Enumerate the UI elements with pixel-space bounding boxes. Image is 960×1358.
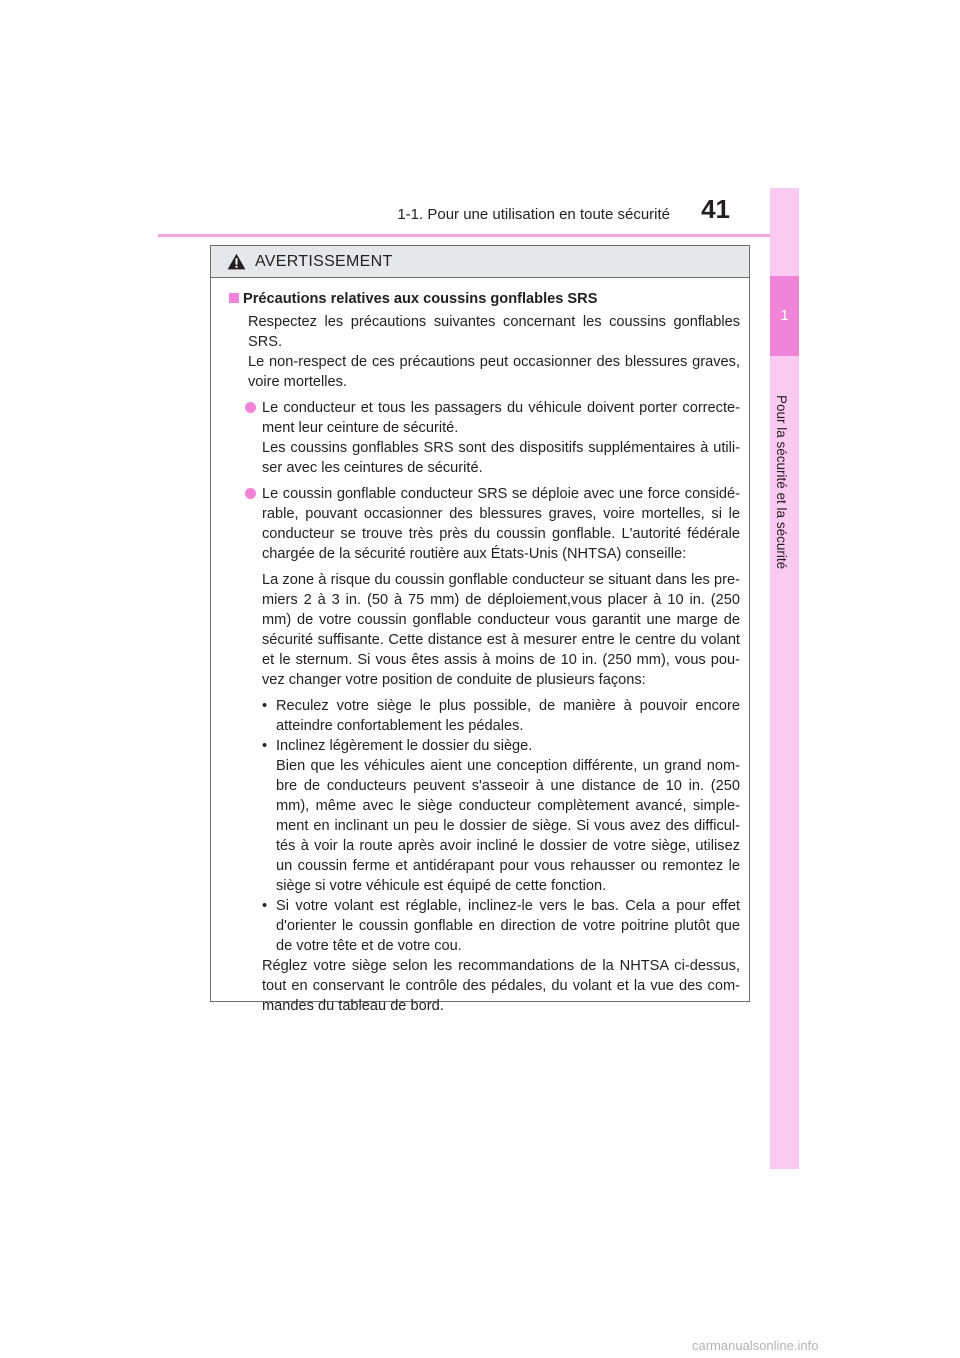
nhtsa-paragraph: La zone à risque du coussin gonflable conducteur se situant dans les premiers 2 à 3 in. (50 à 75 mm) de déploiement,vous placer à 10 in. (250 mm) de votre coussin gonflable conducteur vous garantit une marge de sécurité suffisante. Cette distance est à mesurer entre le centre du volant et le sternum. Si vous êtes assis à moins de 10 in. (250 mm), vous pouvez changer votre position de conduite de plusieurs façons: xyxy=(262,572,740,688)
bullet-item-seatbelt: Le conducteur et tous les passagers du véhicule doivent porter correctement leur ceinture de sécurité. Les coussins gonflables SRS sont des dispositifs supplémentaires à utiliser avec les ceintures de sécurité. xyxy=(229,398,740,478)
chapter-number: 1 xyxy=(770,276,799,356)
warning-triangle-icon xyxy=(227,253,246,270)
circle-bullet-icon xyxy=(245,402,256,413)
header-rule xyxy=(158,234,799,237)
circle-bullet-icon xyxy=(245,488,256,499)
square-bullet-icon xyxy=(229,293,239,303)
section-title: 1-1. Pour une utilisation en toute sécurité xyxy=(397,206,670,223)
list-item: • Reculez votre siège le plus possible, de manière à pouvoir encore atteindre confortablement les pédales. xyxy=(262,698,740,734)
bullet-item-driver-airbag: Le coussin gonflable conducteur SRS se déploie avec une force considérable, pouvant occasionner des blessures graves, voire mortelles, si le conducteur se trouve très près du coussin gonflable. L'autorité fédérale chargée de la sécurité routière aux États-Unis (NHTSA) conseille: xyxy=(229,484,740,564)
warning-title: AVERTISSEMENT xyxy=(255,252,393,270)
warning-body xyxy=(211,278,749,1016)
watermark: carmanualsonline.info xyxy=(692,1338,819,1353)
section-heading: Précautions relatives aux coussins gonflables SRS xyxy=(229,289,740,309)
warning-header xyxy=(211,246,749,278)
page-number: 41 xyxy=(701,194,730,224)
warning-box xyxy=(210,245,750,1014)
chapter-label: Pour la sécurité et la sécurité xyxy=(774,395,789,570)
closing-paragraph: Réglez votre siège selon les recommandations de la NHTSA ci-dessus, tout en conservant le contrôle des pédales, du volant et la vue des commandes du tableau de bord. xyxy=(262,958,740,1014)
list-item: • Inclinez légèrement le dossier du siège. Bien que les véhicules aient une conception différente, un grand nombre de conducteurs peuvent s'asseoir à une distance de 10 in. (250 mm), même avec le siège conducteur complètement avancé, simplement en inclinant un peu le dossier de siège. Si vous avez des difficultés à voir la route après avoir incliné le dossier de votre siège, utilisez un coussin ferme et antidérapant pour vous rehausser ou remontez le siège si votre véhicule est équipé de cette fonction. xyxy=(262,738,740,894)
intro-paragraph: Respectez les précautions suivantes concernant les coussins gonflables SRS. Le non-respect de ces précautions peut occasionner des blessures graves, voire mortelles. xyxy=(248,314,740,390)
list-item: • Si votre volant est réglable, inclinez-le vers le bas. Cela a pour effet d'orienter le coussin gonflable en direction de votre poitrine plutôt que de votre tête et de votre cou. xyxy=(262,898,740,954)
